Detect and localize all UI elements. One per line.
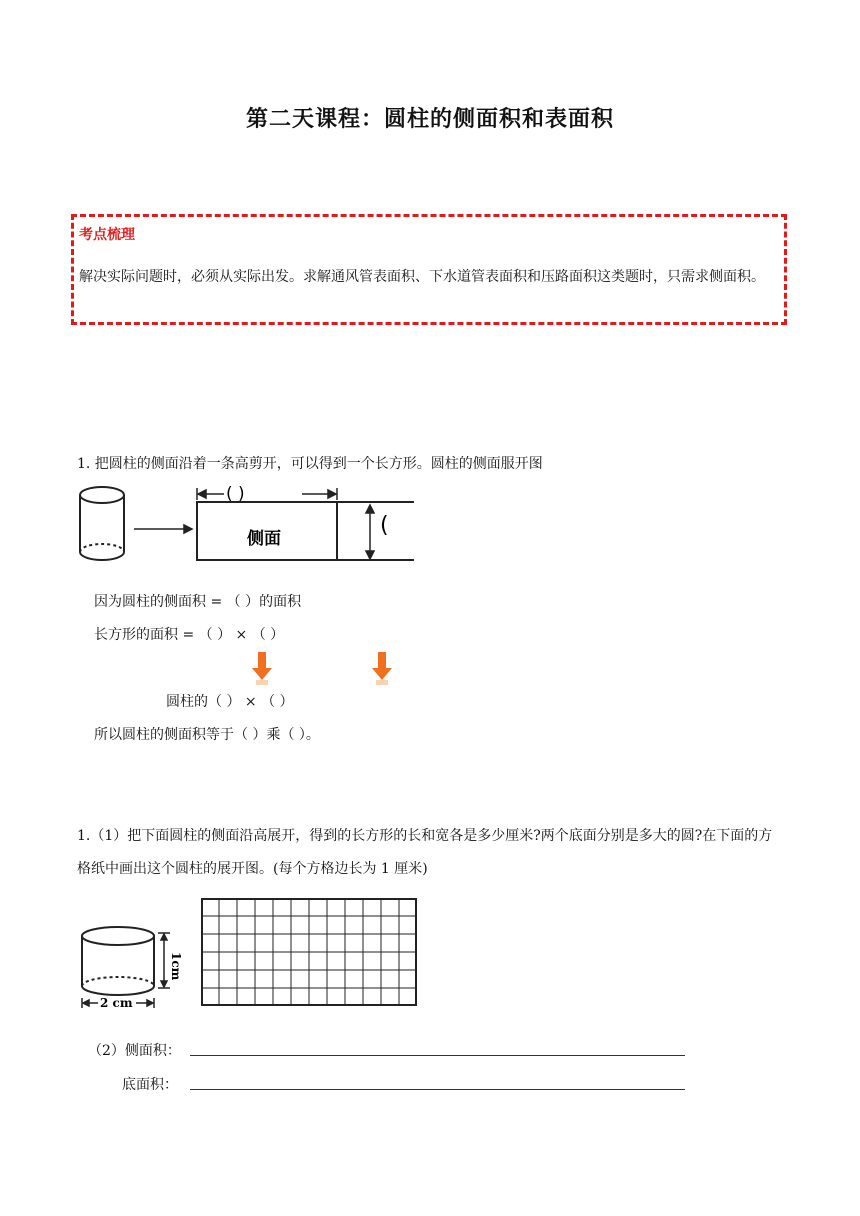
kaodian-heading: 考点梳理 — [79, 227, 135, 243]
page-title: 第二天课程：圆柱的侧面积和表面积 — [245, 106, 614, 132]
formula-line-3: 圆柱的（ ） × （ ） — [166, 694, 294, 710]
formula-line-1: 因为圆柱的侧面积 = （ ）的面积 — [94, 594, 302, 610]
cylinder-icon — [82, 927, 154, 995]
q1-prompt: 1. 把圆柱的侧面沿着一条高剪开，可以得到一个长方形。圆柱的侧面服开图 — [77, 456, 543, 472]
base-area-label: 底面积： — [122, 1077, 178, 1093]
formula-line-2: 长方形的面积 = （ ） × （ ） — [94, 627, 285, 643]
lateral-area-answer-line[interactable] — [190, 1055, 685, 1056]
grid-paper — [201, 898, 417, 1006]
rect-label: 侧面 — [247, 529, 281, 549]
down-arrow-icon — [252, 650, 272, 686]
height-dimension-arrow — [366, 505, 374, 559]
down-arrow-icon — [372, 650, 392, 686]
width-label: ( ) — [226, 484, 245, 504]
base-area-answer-line[interactable] — [190, 1089, 685, 1090]
cylinder-icon — [80, 487, 124, 560]
height-label: ( — [380, 513, 389, 538]
width-dimension-arrow — [197, 488, 337, 500]
right-arrow-icon — [134, 525, 192, 533]
height-dim-label: 1cm — [169, 952, 183, 981]
cylinder-unfold-figure — [74, 480, 414, 570]
height-dimension-arrow — [158, 933, 170, 988]
q2-prompt: 1.（1）把下面圆柱的侧面沿高展开，得到的长方形的长和宽各是多少厘米?两个底面分别是多大的圆?在下面的方格纸中画出这个圆柱的展开图。(每个方格边长为 1 厘米) — [77, 828, 773, 877]
formula-line-4: 所以圆柱的侧面积等于（ ）乘（ ）。 — [94, 727, 320, 743]
cylinder-dimension-figure — [78, 918, 183, 1010]
kaodian-text: 解决实际问题时，必须从实际出发。求解通风管表面积、下水道管表面积和压路面积这类题时，只需求侧面积。 — [79, 269, 765, 285]
lateral-area-label: （2）侧面积： — [88, 1043, 181, 1059]
width-dim-label: 2 cm — [100, 996, 133, 1010]
